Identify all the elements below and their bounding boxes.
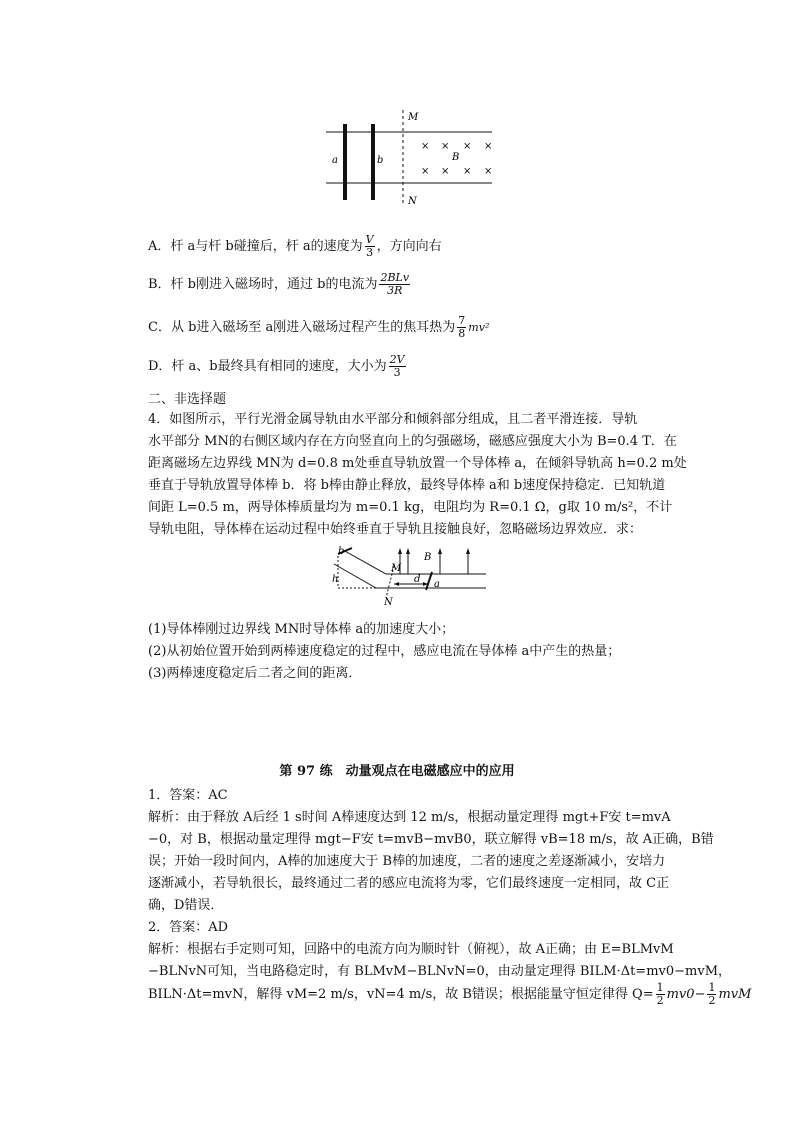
q4-line-3: 距离磁场左边界线 MN为 d=0.8 m处垂直导轨放置一个导体棒 a，在倾斜导轨高 h=0.2 m处 <box>148 456 687 471</box>
q4-line-1: 4．如图所示，平行光滑金属导轨由水平部分和倾斜部分组成，且二者平滑连接．导轨 <box>148 412 638 427</box>
answer-2-line-1: 解析：根据右手定则可知，回路中的电流方向为顺时针（俯视），故 A正确；由 E=BLMvM <box>148 942 674 957</box>
answer-1-line-1: 解析：由于释放 A后经 1 s时间 A棒速度达到 12 m/s，根据动量定理得 mgt+F安 t=mvA <box>148 810 671 825</box>
sub-question-1: (1)导体棒刚过边界线 MN时导体棒 a的加速度大小； <box>148 622 455 637</box>
fig2-label-d: d <box>414 574 421 585</box>
label-a: a <box>332 155 338 166</box>
cross-mark: × <box>463 166 472 177</box>
answer-2-head: 2．答案：AD <box>148 920 229 935</box>
answer-1-line-5: 确，D错误． <box>148 898 224 913</box>
rails-diagram-2 <box>328 542 488 608</box>
q4-line-5: 间距 L=0.5 m，两导体棒质量均为 m=0.1 kg，电阻均为 R=0.1 Ω，g取 10 m/s²，不计 <box>148 500 673 515</box>
option-b: B．杆 b刚进入磁场时，通过 b的电流为 $\frac{\text{2BLv}}{3R}$ <box>148 271 410 297</box>
cross-mark: × <box>441 166 450 177</box>
answer-title: 第 97 练 动量观点在电磁感应中的应用 <box>279 764 515 779</box>
q4-line-4: 垂直于导轨放置导体棒 b．将 b棒由静止释放，最终导体棒 a和 b速度保持稳定．已知轨道 <box>148 478 666 493</box>
answer-1-line-3: 误；开始一段时间内，A棒的加速度大于 B棒的加速度，二者的速度之差逐渐减小，安培力 <box>148 854 666 869</box>
cross-mark: × <box>421 166 430 177</box>
rails-diagram-1 <box>320 108 500 208</box>
option-a: A．杆 a与杆 b碰撞后，杆 a的速度为 $\frac{V}{3}$ ，方向向右 <box>148 233 442 259</box>
cross-mark: × <box>463 141 472 152</box>
answer-1-line-4: 逐渐减小，若导轨很长，最终通过二者的感应电流将为零，它们最终速度一定相同，故 C正 <box>148 876 670 891</box>
label-field: B <box>452 152 460 163</box>
cross-mark: × <box>441 141 450 152</box>
q4-line-2: 水平部分 MN的右侧区域内存在方向竖直向上的匀强磁场，磁感应强度大小为 B=0.4 T．在 <box>148 434 677 449</box>
answer-2-line-2: −BLNvN可知，当电路稳定时，有 BLMvM−BLNvN=0，由动量定理得 BILM·Δt=mv0−mvM， <box>148 964 732 979</box>
answer-1-line-2: −0，对 B，根据动量定理得 mgt−F安 t=mvB−mvB0，联立解得 vB=18 m/s，故 A正确，B错 <box>148 832 714 847</box>
sub-question-3: (3)两棒速度稳定后二者之间的距离． <box>148 666 362 681</box>
fig2-label-m: M <box>391 563 402 574</box>
label-n: N <box>408 196 417 207</box>
cross-mark: × <box>421 141 430 152</box>
sub-question-2: (2)从初始位置开始到两棒速度稳定的过程中，感应电流在导体棒 a中产生的热量； <box>148 644 621 659</box>
q4-line-6: 导轨电阻，导体棒在运动过程中始终垂直于导轨且接触良好，忽略磁场边界效应．求： <box>148 522 643 537</box>
cross-mark: × <box>484 141 493 152</box>
fig2-label-n: N <box>384 597 393 608</box>
answer-1-head: 1．答案：AC <box>148 788 228 803</box>
label-b: b <box>377 155 384 166</box>
cross-mark: × <box>484 166 493 177</box>
option-c: C．从 b进入磁场至 a刚进入磁场过程产生的焦耳热为 $\frac{7}{8}$ mv² <box>148 314 490 340</box>
fig2-label-h: h <box>332 574 339 585</box>
section-heading: 二、非选择题 <box>148 392 227 407</box>
fig2-label-field: B <box>424 552 432 563</box>
option-d: D．杆 a、b最终具有相同的速度，大小为 $\frac{2V}{3}$ <box>148 353 405 379</box>
fig2-label-a: a <box>434 579 440 590</box>
fig2-label-b: b <box>338 546 345 557</box>
answer-2-line-3: BILN·Δt=mvN，解得 vM=2 m/s，vN=4 m/s，故 B错误；根据能量守恒定律得 Q= $\frac{1}{2}$ mv0− $\frac{1}{2}$ mvM <box>148 981 752 1007</box>
label-m: M <box>408 112 419 123</box>
